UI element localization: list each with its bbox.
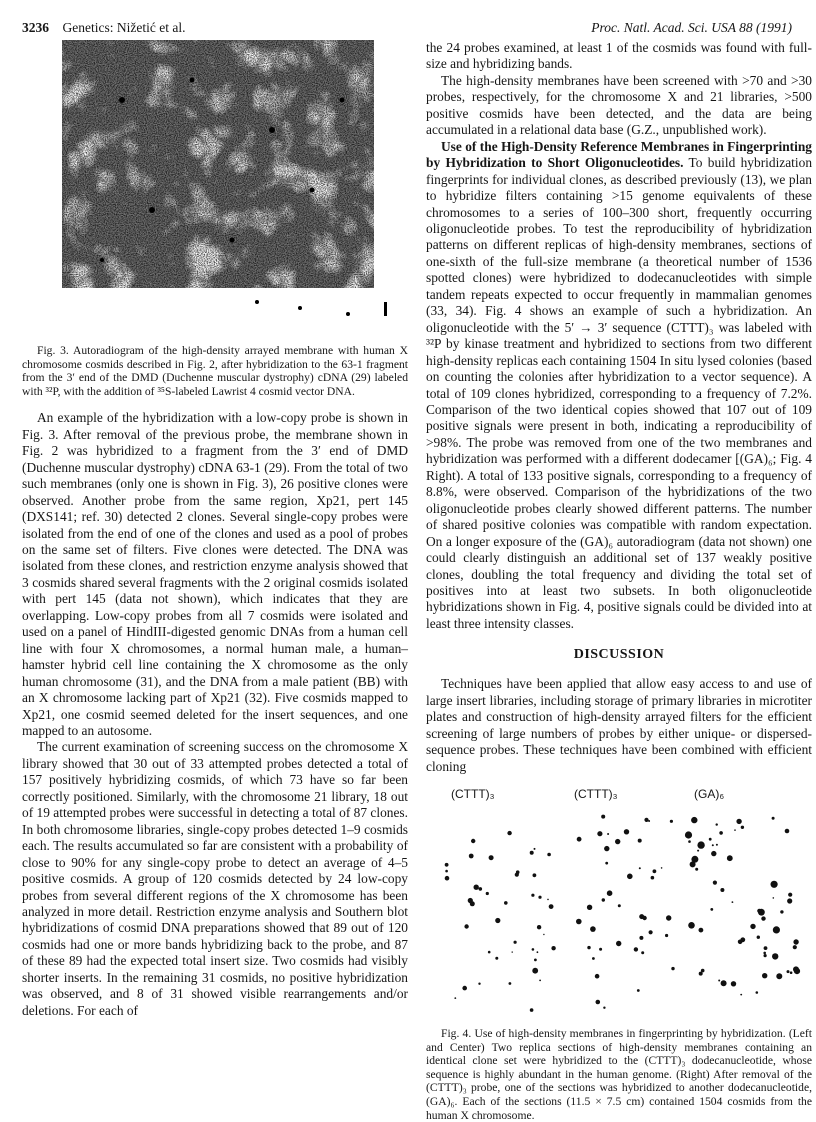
hybridization-spot [547, 853, 551, 857]
hybridization-spot [776, 973, 782, 979]
hybridization-spot [634, 947, 638, 951]
hybridization-spot [721, 980, 727, 986]
hybridization-spot [538, 896, 541, 899]
hybridization-spot [587, 946, 590, 949]
hybridization-spot [599, 948, 602, 951]
hybridization-spot [512, 951, 513, 952]
hybridization-spot [543, 934, 544, 935]
hybridization-spot [509, 982, 512, 985]
hybridization-spot [587, 905, 592, 910]
fig3-caption: Fig. 3. Autoradiogram of the high-density arrayed membrane with human X chromosome cosmids described in Fig. 2, after hybridization to the 63-1 fragment from the 3′ end of the DMD (Duchenne muscular dystrophy) cDNA (29) labeled with ³²P, with the addition of ³⁵S-labeled Lawrist 4 cosmid vector DNA. [22, 344, 408, 398]
paragraph: Techniques have been applied that allow easy access to and use of large insert libraries, including storage of primary libraries in microtiter plates and construction of high-density arrayed filters for the efficient screening of large numbers of probes by either unique- or dispersed-sequence probes. These techniques have been combined with efficient cloning [426, 676, 812, 774]
fig3-autoradiogram [62, 40, 392, 330]
hybridization-spot [639, 867, 641, 869]
hybridization-spot [642, 916, 646, 920]
hybridization-spot [644, 818, 648, 822]
hybridization-spot [576, 919, 582, 925]
hybridization-spot [592, 957, 595, 960]
run-in-heading: Use of the High-Density Reference Membranes in Fingerprinting by Hybridization to Short Oligonucleotides. [426, 138, 812, 171]
paragraph-continued: the 24 probes examined, at least 1 of the cosmids was found with full-size and hybridizing bands. [426, 40, 812, 72]
hybridization-spot [603, 1007, 605, 1009]
hybridization-spot [532, 948, 535, 951]
hybridization-spot [699, 928, 704, 933]
hybridization-spot [486, 892, 489, 895]
header-left [22, 20, 185, 36]
hybridization-spot [495, 957, 498, 960]
hybridization-spot [741, 826, 744, 829]
hybridization-spot [757, 909, 761, 913]
hybridization-spot [637, 989, 640, 992]
hybridization-spot [624, 829, 629, 834]
hybridization-spot [470, 901, 475, 906]
hybridization-spot [604, 846, 609, 851]
hybridization-spot [596, 1000, 601, 1005]
hybridization-spot [697, 850, 699, 852]
hybridization-spot [727, 855, 733, 861]
hybridization-spot [701, 969, 705, 973]
hybridization-spot [507, 831, 511, 835]
header-section: Genetics: Nižetić et al. [62, 20, 186, 35]
hybridization-spot [671, 967, 674, 970]
hybridization-spot [764, 946, 768, 950]
hybridization-spot [685, 831, 692, 838]
paragraph: An example of the hybridization with a low-copy probe is shown in Fig. 3. After removal of the previous probe, the membrane shown in Fig. 2 was hybridized to a fragment from the 3′ end of DMD (Duchenne muscular dystrophy) cDNA 63-1 (29). From the total of two such membranes (only one is shown in Fig. 3), 26 positive clones were observed. Another probe from the same region, Xp21, pert 145 (DXS141; ref. 30) detected 2 clones. Several single-copy probes were isolated from the end of one of the clones and used as a pool of probes on the same set of filters. Five clones were detected. The DNA was isolated from these clones, and restriction enzyme analysis showed that 3 cosmids shared several fragments with the 2 original cosmids isolated with pert 145 (data not shown), which indicates that they are overlapping. Low-copy probes from all 7 cosmids were isolated and used on a panel of HindIII-digested genomic DNAs from a human cell line with four X chromosomes, a normal human male, a human–hamster hybrid cell line containing the X chromosome as the only human chromosome (31), and the DNA from a male patient (BB) with an X chromosome lacking part of Xp21 (32). Five cosmids mapped to Xp21, one cosmid seemed deleted for the insert sequences, and one mapped to an autosome. [22, 410, 408, 738]
hybridization-spot [537, 925, 541, 929]
hybridization-spot [605, 862, 608, 865]
figure-3 [22, 40, 408, 398]
hybridization-spot [740, 994, 742, 996]
hybridization-spot [712, 844, 714, 846]
hybridization-spot [691, 856, 698, 863]
hybridization-spot [772, 953, 778, 959]
hybridization-spot [530, 1008, 534, 1012]
hybridization-spot [618, 904, 621, 907]
hybridization-spot [793, 966, 799, 972]
hybridization-spot [793, 939, 798, 944]
hybridization-spot [597, 831, 602, 836]
hybridization-spot [695, 868, 698, 871]
hybridization-spot [718, 980, 720, 982]
hybridization-spot [445, 870, 448, 873]
hybridization-spot [651, 876, 655, 880]
hybridization-spot [666, 915, 671, 920]
fig4-label-right: (GA)₆ [694, 787, 725, 802]
hybridization-spot [691, 817, 697, 823]
hybridization-spot [516, 870, 520, 874]
hybridization-spot [710, 908, 713, 911]
hybridization-spot [720, 888, 724, 892]
fig4-label-center: (CTTT)₃ [574, 787, 618, 802]
hybridization-spot [709, 838, 712, 841]
figure-4 [426, 785, 812, 1122]
hybridization-spot [736, 819, 741, 824]
fig4-label-left: (CTTT)₃ [451, 787, 495, 802]
hybridization-spot [602, 898, 605, 901]
hybridization-spot [762, 973, 767, 978]
fig4-panel-labels [426, 785, 812, 807]
hybridization-spot [711, 851, 716, 856]
hybridization-spot [479, 887, 483, 891]
hybridization-spot [670, 820, 673, 823]
hybridization-spot [607, 890, 613, 896]
hybridization-spot [787, 898, 792, 903]
hybridization-spot [665, 934, 668, 937]
hybridization-spot [639, 936, 643, 940]
hybridization-spot [773, 926, 780, 933]
hybridization-spot [763, 952, 766, 955]
hybridization-spot [488, 951, 491, 954]
hybridization-spot [577, 837, 582, 842]
hybridization-spot [454, 997, 456, 999]
hybridization-spot [697, 841, 704, 848]
hybridization-spot [533, 873, 537, 877]
hybridization-spot [771, 881, 778, 888]
hybridization-spot [716, 823, 718, 825]
hybridization-spot [716, 844, 718, 846]
hybridization-spot [627, 874, 633, 880]
hybridization-spot [780, 910, 783, 913]
hybridization-spot [504, 901, 508, 905]
hybridization-spot [445, 876, 450, 881]
hybridization-spot [489, 855, 494, 860]
hybridization-spot [732, 901, 734, 903]
hybridization-spot [469, 854, 474, 859]
hybridization-spot [731, 981, 736, 986]
hybridization-spot [785, 829, 790, 834]
hybridization-spot [756, 991, 759, 994]
paragraph: The current examination of screening success on the chromosome X library showed that 30 out of 33 attempted probes detected a total of 157 positively hybridizing cosmids, of which 73 have so far been correctly positioned. Similarly, with the chromosome 21 library, 18 out of 19 attempted probes were successful in detecting a total of 87 clones. In both chromosome libraries, single-copy probes detected 1–9 cosmids each. The results accumulated so far are consistent with a probability of close to 90% for any single-copy probe to detect an average of 4–5 positive cosmids. A group of 120 cosmids detected by 24 low-copy probes from several different regions of the X chromosome has been analyzed in more detail. Restriction enzyme analysis and Southern blot hybridizations of cosmid DNA preparations showed that 89 out of 120 cosmids had one or more bands hybridizing back to the probe, and 87 of these 89 had the expected total insert size. Two cosmids had visibly shorter inserts. In the remaining 31 cosmids, no positive hybridization was observed, and 8 of 31 showed visible rearrangements and/or deletions. For each of [22, 739, 408, 1018]
hybridization-spot [601, 815, 605, 819]
hybridization-spot [595, 974, 600, 979]
page-header [22, 20, 792, 38]
hybridization-spot [547, 899, 549, 901]
hybridization-spot [772, 817, 775, 820]
hybridization-spot [551, 946, 555, 950]
page-number: 3236 [22, 20, 49, 35]
fig4-autoradiogram-panels [426, 807, 812, 1019]
hybridization-spot [764, 954, 767, 957]
hybridization-spot [539, 980, 541, 982]
hybridization-spot [474, 885, 479, 890]
hybridization-spot [649, 930, 653, 934]
hybridization-spot [734, 829, 736, 831]
hybridization-spot [590, 926, 596, 932]
left-column [22, 40, 408, 1070]
hybridization-spot [793, 945, 797, 949]
hybridization-spot [532, 968, 538, 974]
hybridization-spot [462, 986, 467, 991]
hybridization-spot [537, 951, 539, 953]
hybridization-spot [653, 869, 657, 873]
hybridization-spot [773, 897, 775, 899]
hybridization-spot [464, 924, 468, 928]
hybridization-spot [530, 851, 534, 855]
journal-citation: Proc. Natl. Acad. Sci. USA 88 (1991) [591, 20, 792, 35]
hybridization-spot [638, 839, 642, 843]
hybridization-spot [445, 863, 449, 867]
paragraph-oligo [426, 139, 812, 633]
hybridization-spot [757, 936, 760, 939]
hybridization-spot [719, 831, 723, 835]
hybridization-spot [738, 940, 743, 945]
hybridization-spot [616, 941, 621, 946]
hybridization-spot [750, 924, 755, 929]
hybridization-spot [471, 839, 475, 843]
hybridization-spot [688, 922, 695, 929]
hybridization-spot [713, 881, 717, 885]
hybridization-spot [549, 904, 554, 909]
hybridization-spot [761, 916, 765, 920]
paragraph: The high-density membranes have been screened with >70 and >30 probes, respectively, for the chromosome X and 21 libraries, >500 positive cosmids have been detected, and the data are being accumulated in a relational data base (G.Z., unpublished work). [426, 72, 812, 138]
paragraph-body: To build hybridization fingerprints for individual clones, as described previously (13), we plan to hybridize filters containing >15 genome equivalents of these chromosomes to a series of 100–300 short, frequently occurring oligonucleotide probes. To test the reproducibility of hybridization patterns on different replicas of high-density membranes, sections of one-sixth of the full-size membrane (a theoretical number of 1536 spotted clones) were hybridized to dodecanucleotides with simple tandem repeats expected to occur frequently in mammalian genomes (33, 34). Fig. 4 shows an example of such a hybridization. An oligonucleotide with the 5′ → 3′ sequence (CTTT)₃ was labeled with ³²P by kinase treatment and hybridized to sections from two different high-density replicas each containing 1504 In situ lysed colonies (based on counting the colonies after hybridization to a vector sequence). A total of 109 clones hybridized, corresponding to a frequency of 7.2%. Comparison of the two identical copies showed that 107 out of 109 positive signals were present in both, indicating a reproducibility of >98%. The probe was removed from one of the two membranes and hybridization was performed with a different dodecamer [(GA)₆; Fig. 4 Right). A total of 133 positive signals, corresponding to a frequency of 8.8%, were observed. Comparison of the hybridizations of the two oligonucleotide probes clearly showed different patterns. The number of shared positive colonies was compatible with random expectation. On a longer exposure of the (GA)₆ autoradiogram (data not shown) one could clearly distinguish an additional set of 137 weakly positive clones, doubling the total frequency and dividing the total set of positives into at least two subsets. In both oligonucleotide hybridizations shown in Fig. 4, positive signals could be divided into at least three intensity classes. [426, 155, 813, 631]
right-column [426, 40, 813, 1122]
section-heading-discussion: DISCUSSION [573, 647, 665, 663]
hybridization-spot [788, 893, 792, 897]
hybridization-spot [607, 833, 609, 835]
hybridization-spot [534, 959, 537, 962]
hybridization-spot [531, 894, 534, 897]
hybridization-spot [661, 867, 663, 869]
hybridization-spot [514, 941, 517, 944]
hybridization-spot [615, 839, 620, 844]
hybridization-spot [478, 983, 480, 985]
hybridization-spot [534, 848, 536, 850]
fig4-caption: Fig. 4. Use of high-density membranes in fingerprinting by hybridization. (Left and Center) Two replica sections of high-density membranes containing an identical clone set were hybridized to the (CTTT)₃ dodecanucleotide, whose sequence is highly abundant in the human genome. (Right) After removal of the (CTTT)₃ probe, one of the sections was hybridized to another dodecanucleotide, (GA)₆. Each of the sections (11.5 × 7.5 cm) contained 1504 cosmids from the human X chromosome. [426, 1027, 812, 1122]
hybridization-spot [787, 970, 790, 973]
hybridization-spot [495, 918, 500, 923]
hybridization-spot [790, 971, 793, 974]
hybridization-spot [641, 951, 644, 954]
hybridization-spot [688, 840, 691, 843]
